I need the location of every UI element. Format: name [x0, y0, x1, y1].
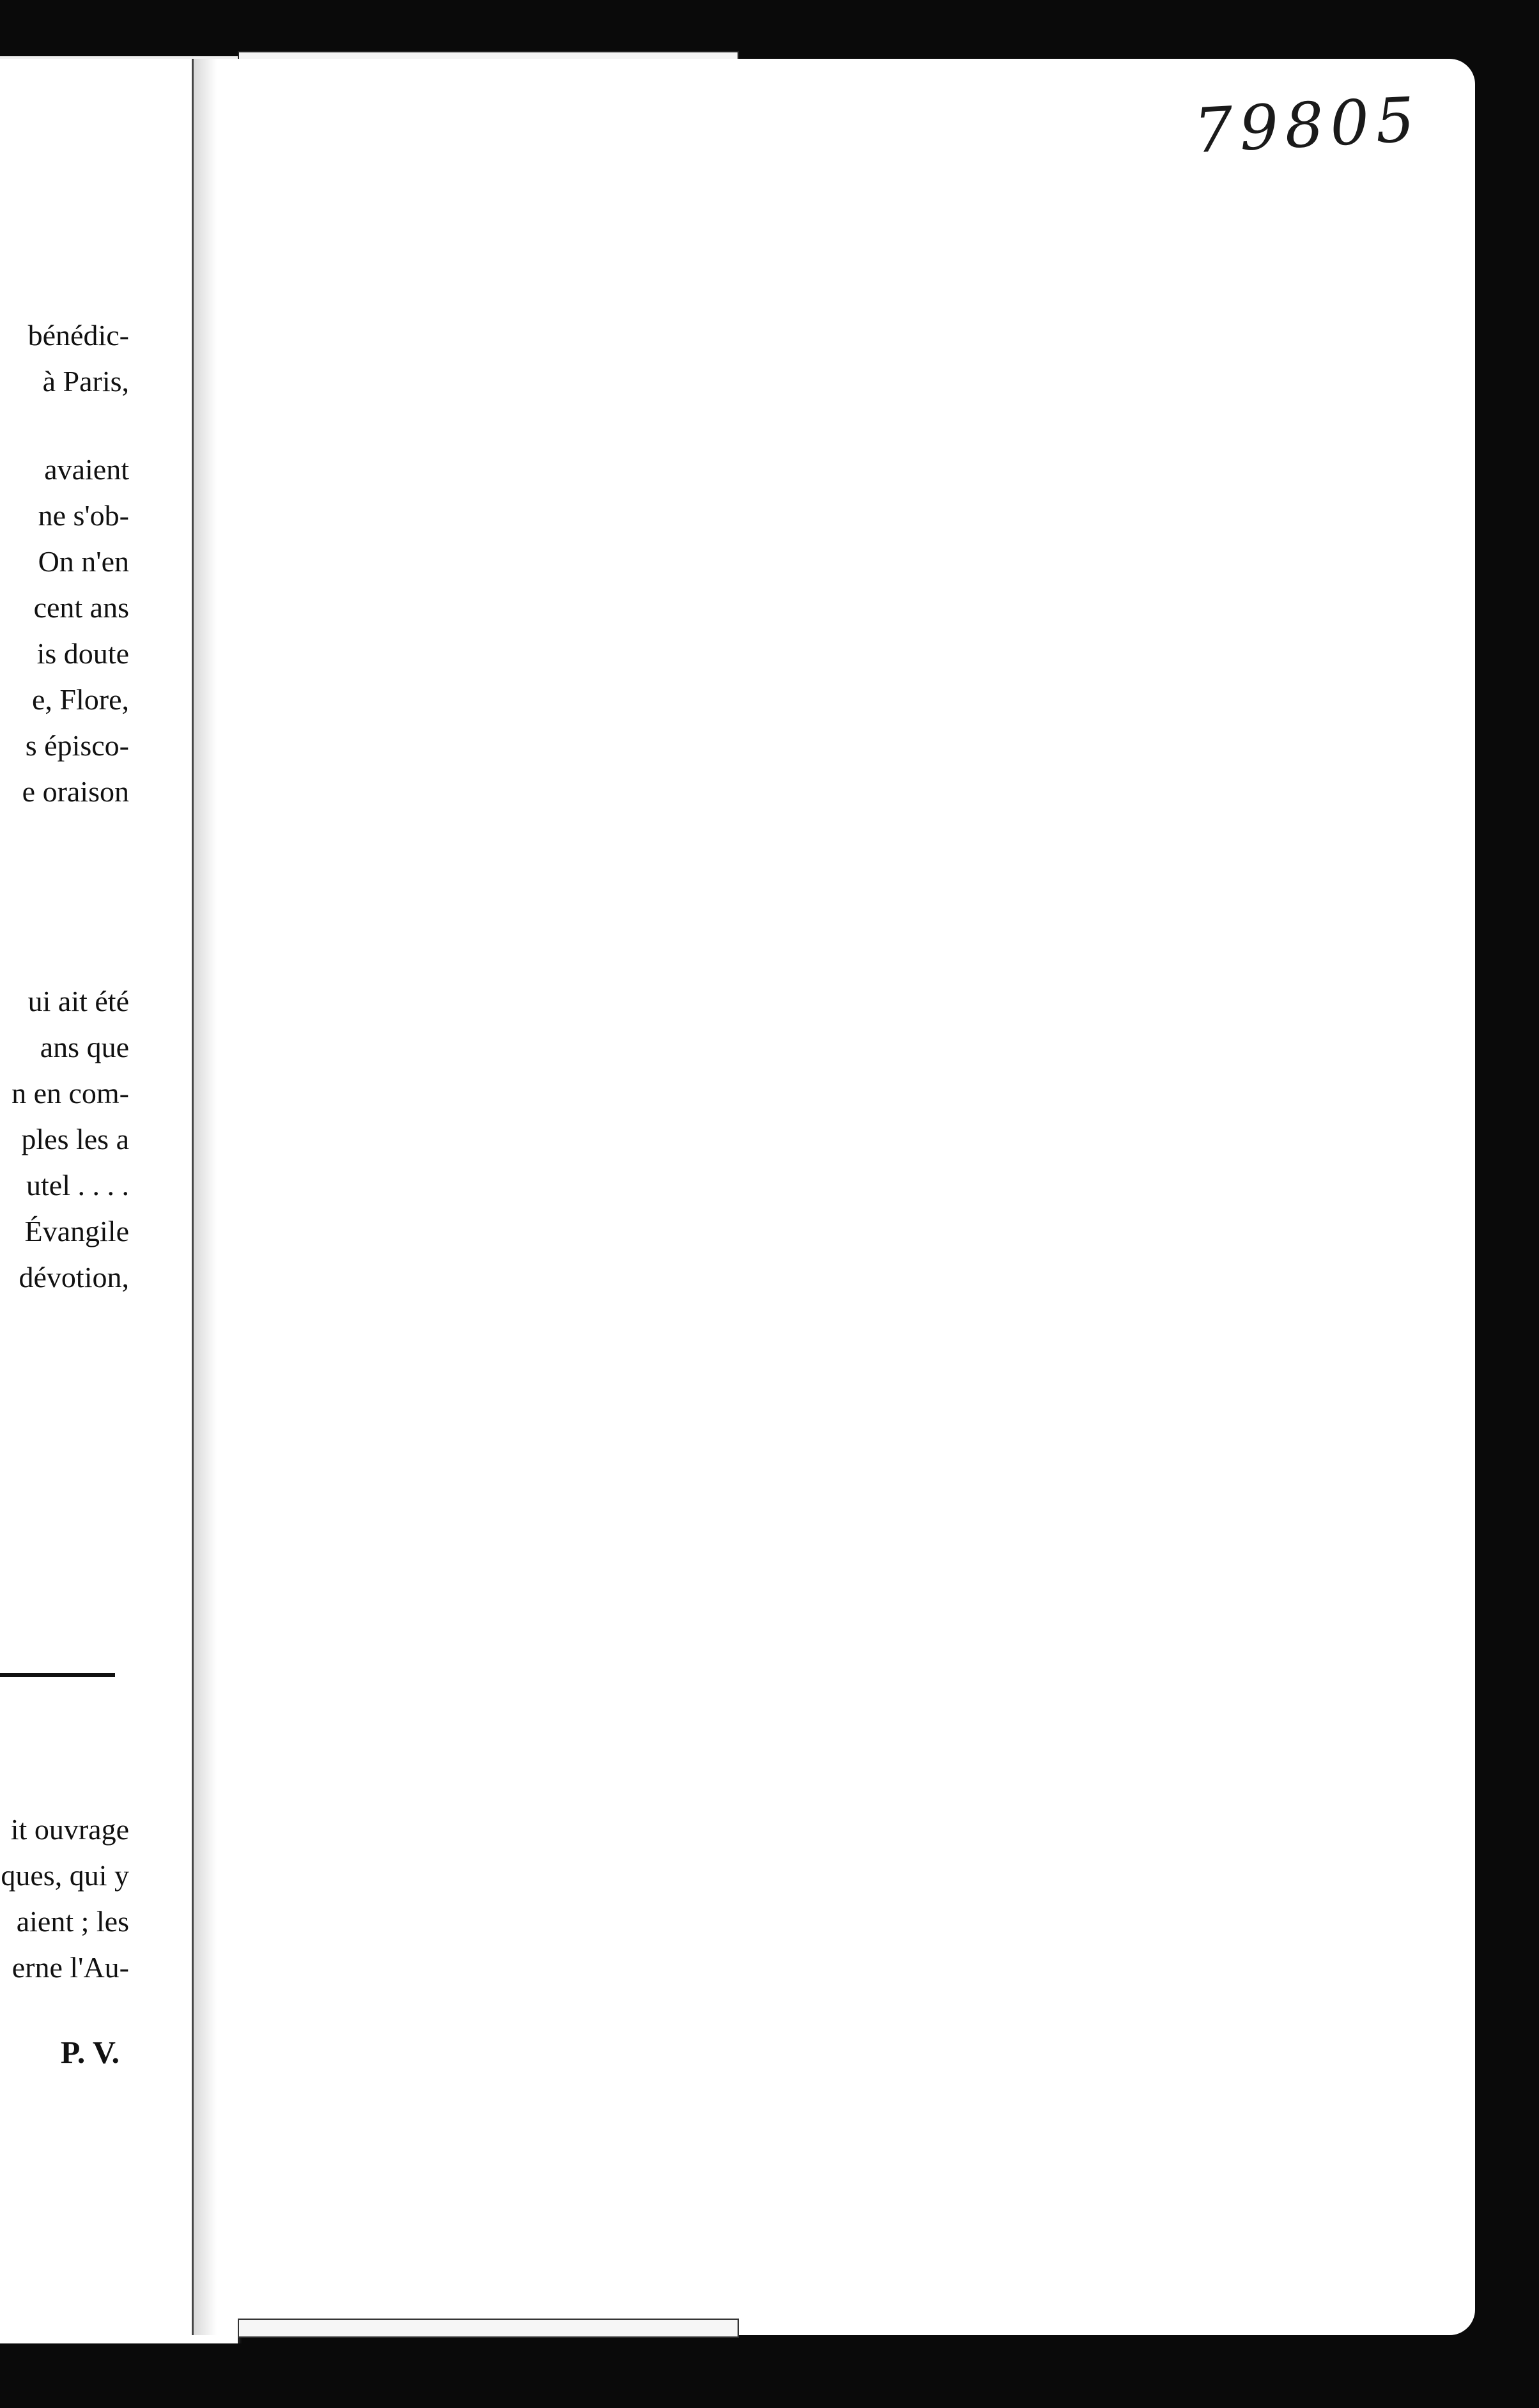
text-line: is doute: [36, 637, 129, 670]
text-line: ples les a: [21, 1123, 129, 1155]
blank-flyleaf: [199, 59, 1475, 2335]
text-line: utel . . . .: [26, 1169, 129, 1201]
text-line: it ouvrage: [10, 1813, 129, 1846]
text-line: à Paris,: [42, 365, 129, 397]
text-line: ans que: [40, 1031, 129, 1063]
text-line: On n'en: [38, 545, 129, 578]
text-line: cent ans: [33, 591, 129, 624]
text-line: e, Flore,: [31, 683, 129, 716]
text-line: e oraison: [22, 775, 129, 808]
text-line: erne l'Au-: [12, 1951, 129, 1984]
horizontal-rule: [0, 1673, 115, 1677]
handwritten-catalog-number: 79805: [1192, 83, 1423, 167]
text-line: Évangile: [24, 1215, 129, 1247]
text-line: dévotion,: [19, 1261, 129, 1293]
flyleaf-fold: [192, 59, 217, 2335]
signature-initials: P. V.: [60, 2034, 120, 2070]
text-line: avaient: [44, 453, 129, 486]
text-line: s épisco-: [25, 729, 129, 762]
text-line: ques, qui y: [1, 1859, 129, 1892]
text-line: n en com-: [12, 1077, 129, 1109]
text-line: bénédic-: [27, 319, 129, 351]
text-line: aient ; les: [16, 1905, 129, 1938]
flyleaf-bottom-strip: [238, 2319, 739, 2338]
text-line: ui ait été: [27, 985, 129, 1017]
text-line: ne s'ob-: [38, 499, 129, 532]
